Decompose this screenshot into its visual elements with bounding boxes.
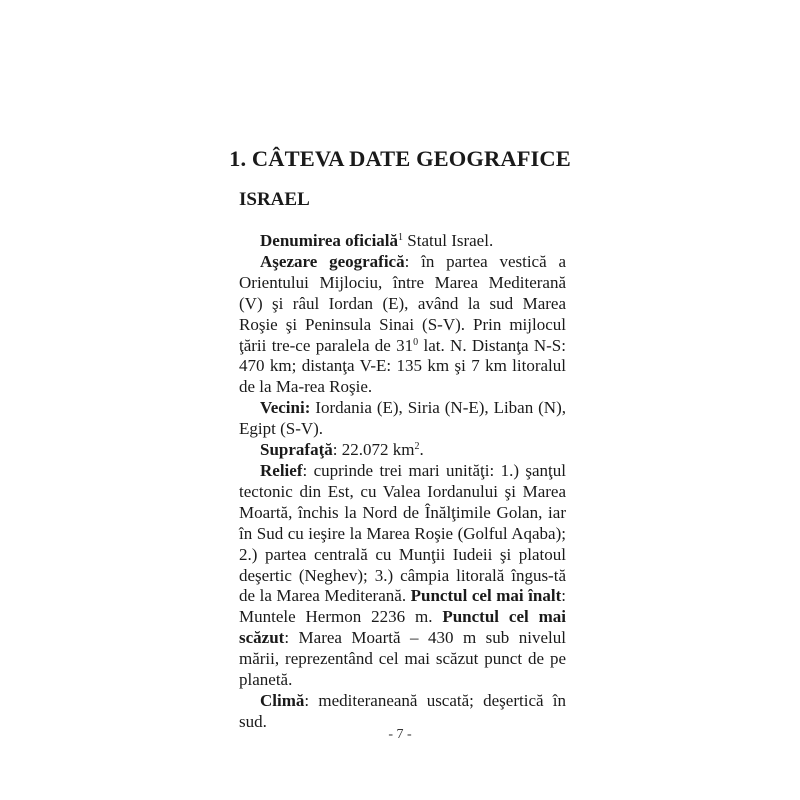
footnote-mark: 1 [398,232,404,243]
text-asezare: : în partea vestică a Orientului Mijlociu, între Marea Mediterană (V) şi râul Iordan (E), având la sud Marea Roşie şi Peninsula Sinai (S-V). Prin mijlocul ţării tre-ce paralela de 31 [239,251,566,355]
text-suprafata: : 22.072 km [332,440,415,460]
paragraph-asezare [239,252,566,398]
section-title: ISRAEL [239,189,310,210]
label-suprafata: Suprafaţă [260,440,333,460]
label-denumirea: Denumirea oficială [260,231,399,250]
text-denumirea: Statul Israel. [403,231,494,250]
label-punct-scazut: Punctul cel mai scăzut [239,607,566,648]
text-relief: : cuprinde trei mari unităţi: 1.) şanţul tectonic din Est, cu Valea Iordanului şi Marea Moartă, închis la Nord de Înălţimile Golan, iar în Sud cu ieşire la Marea Roşie (Golful Aqaba); 2.) partea centrală cu Munţii Iudeii şi platoul deşertic (Neghev); 3.) câmpia litorală îngus-tă de la Marea Mediterană. [239,460,566,606]
page-number: - 7 - [388,727,412,742]
label-vecini: Vecini: [260,398,311,418]
degree-mark: 0 [413,336,419,348]
paragraph-denumirea [239,231,566,252]
body-text [239,231,566,733]
text-suprafata-2: . [419,440,424,460]
text-punct-scazut: : Marea Moartă – 430 m sub nivelul mării, reprezentând cel mai scăzut punct de pe planetă. [239,628,566,690]
paragraph-suprafata [239,440,566,461]
chapter-title: 1. CÂTEVA DATE GEOGRAFICE [229,146,571,171]
text-asezare-2: lat. N. Distanţa N-S: 470 km; distanţa V-E: 135 km şi 7 km litoralul de la Ma-rea Roşie. [239,335,566,397]
label-punct-inalt: Punctul cel mai înalt [410,586,562,606]
unit-mark: 2 [414,441,420,453]
label-relief: Relief [260,460,303,480]
text-vecini: Iordania (E), Siria (N-E), Liban (N), Egipt (S-V). [239,398,566,439]
text-clima: : mediteraneană uscată; deşertică în sud. [239,690,566,731]
paragraph-relief [239,461,566,691]
paragraph-vecini [239,398,566,440]
text-punct-inalt: : Muntele Hermon 2236 m. [239,586,566,627]
label-clima: Climă [260,690,305,710]
label-asezare: Aşezare geografică [260,251,405,271]
